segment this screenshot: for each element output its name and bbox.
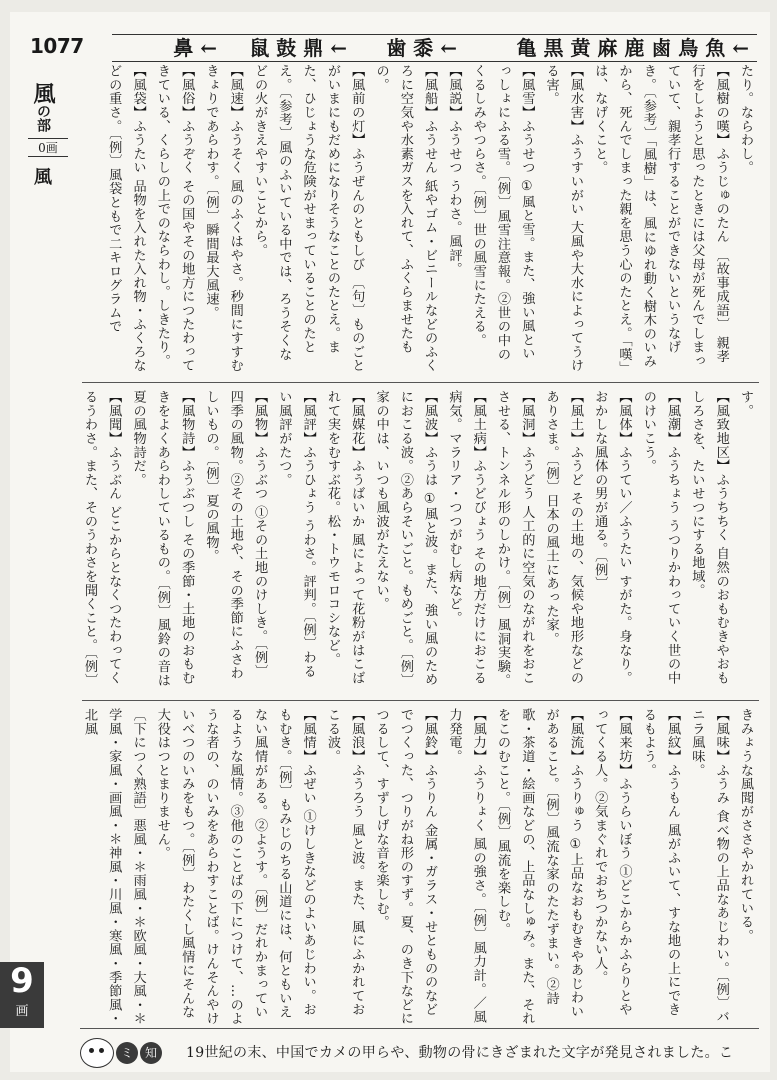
entry-text: 【風樹の嘆】ふうじゅのたん 〔故事成語〕 親孝行をしようと思ったときには父母が死んでしまっていて、親孝行することができないというなげき。〔参考〕「風樹」は、風にゆれ動く樹木のいみから、死んでしまった親を思う心のたとえ。「嘆」は、なげくこと。: [592, 64, 729, 369]
entry-text: 【風袋】ふうたい 品物を入れた入れ物・ふくろなどの重さ。〔例〕風袋ともで二キログラムで: [106, 64, 146, 373]
entry-text: 【風俗】ふうぞく その国やその地方につたわってきている、くらしの上でのならわし。しきたり。: [154, 64, 195, 373]
stroke-count-label: 0画: [28, 138, 68, 157]
trivia-text: 19世紀の末、中国でカメの甲らや、動物の骨にきざまれた文字が発見されました。こ: [186, 1045, 734, 1061]
entry-text: 【風味】ふうみ 食べ物の上品なあじわい。〔例〕バニラ風味。: [689, 708, 729, 1024]
entry-text: 【風力】ふうりょく 風の強さ。〔例〕風力計。／風力発電。: [446, 708, 486, 1024]
radical-suffix: の部: [35, 104, 51, 132]
entry-text: 【風鈴】ふうりん 金属・ガラス・せともののなどでつくった、つりがね形のすず。夏、のき下などにつるして、すずしげな音を楽しむ。: [373, 708, 438, 1026]
entry-text: 【風情】ふぜい ①けしきなどのよいあじわい。おもむき。〔例〕もみじのちる山道には、何ともいえない風情がある。②ようす。〔例〕だれかまっているような風情。③他のことばの下につけて、…のような者の、のいみをあらわすことば。けんそんやけいべつのいみをもつ。〔例〕わたくし風情にそんな大役はつとまりません。: [154, 708, 316, 1026]
entry-text: 【風前の灯】ふうぜんのともしび 〔句〕ものごとがいまにもだめになりそうなことのたとえ。また、ひじょうな危険がせまっていることのたとえ。〔参考〕風のふいている中では、ろうそくなどの火がきえやすいことから。: [252, 64, 365, 373]
band-divider: [82, 382, 759, 383]
page-number: 1077: [30, 34, 84, 58]
kanji-index-group[interactable]: 鼠 鼓 鼎 ←: [249, 36, 347, 60]
entry-text: きみょうな風聞がささやかれている。: [738, 708, 753, 943]
entry-band-bottom: [81, 708, 757, 1026]
radical-title: [28, 82, 59, 132]
trivia-footer: [80, 1034, 760, 1074]
entry-text: 【風来坊】ふうらいぼう ①どこからかふらりとやってくる人。②気まぐれでおちつかない人。: [592, 708, 632, 1017]
entry-text: 【風致地区】ふうちちく 自然のおもむきやおもしろさを、たいせつにする地域。: [689, 390, 729, 685]
stroke-count-tab[interactable]: [0, 962, 44, 1028]
entry-text: 【風土病】ふうどびょう その地方だけにおこる病気。マラリア・つつがむし病など。: [446, 390, 486, 685]
band-divider: [82, 700, 759, 701]
entry-text: 【風雪】ふうせつ ①風と雪。また、強い風といっしょにふる雪。〔例〕風雪注意報。②世の中のくるしみやつらさ。〔例〕世の風雪にたえる。: [470, 64, 535, 361]
mascot-label: ミ: [116, 1042, 138, 1064]
entry-text: 【風体】ふうてい／ふうたい すがた。身なり。おかしな風体の男が通る。〔例〕: [592, 390, 632, 685]
entry-band-top: [100, 64, 757, 374]
entry-text: 【風説】ふうせつ うわさ。風評。: [446, 64, 462, 276]
entry-text: 【風船】ふうせん 紙やゴム・ビニールなどのふくろに空気や水素ガスを入れて、ふくらませたもの。: [373, 64, 438, 373]
entry-text: たり。ならわし。: [738, 64, 753, 175]
kanji-index-group[interactable]: 鼻 ←: [173, 36, 217, 60]
entry-text: 【風物詩】ふうぶつし その季節・土地のおもむきをよくあらわしているもの。〔例〕風鈴の音は夏の風物詩だ。: [130, 390, 195, 687]
entry-text: 【風媒花】ふうばいか 風によって花粉がはこばれて実をむすぶ花。松・トウモロコシなど。: [324, 390, 365, 685]
entry-text: 【風紋】ふうもん 風がふいて、すな地の上にできるもよう。: [640, 708, 681, 1017]
entry-text: 【風速】ふうそく 風のふくはやさ。秒間にすすむきょりであらわす。〔例〕瞬間最大風速。: [203, 64, 243, 373]
radical-kanji: 風: [30, 82, 56, 104]
entry-text: 【風水害】ふうすいがい 大風や大水によってうける害。: [543, 64, 583, 373]
entry-text: 【風物】ふうぶつ ①その土地のけしき。〔例〕四季の風物。②その土地や、その季節にふさわしいもの。〔例〕夏の風物。: [203, 390, 268, 680]
entry-text: 【風流】ふうりゅう ①上品なおもむきやあじわいがあること。〔例〕風流な家のたたずまい。②詩歌・茶道・絵画などの、上品なしゅみ。また、それをこのむこと。〔例〕風流を楽しむ。: [495, 708, 583, 1026]
entry-text: 【風土】ふうど その土地の、気候や地形などのありさま。〔例〕日本の風土にあった家。: [543, 390, 583, 685]
entry-text: 【風波】ふうは ①風と波。また、強い風のためにおこる波。②あらそいごと。もめごと。〔例〕家の中は、いつも風波がたえない。: [373, 390, 438, 687]
entry-band-middle: [81, 390, 757, 690]
entry-text: 【風浪】ふうろう 風と波。また、風にふかれておこる波。: [324, 708, 365, 1017]
mascot-icon: [80, 1034, 180, 1070]
kanji-index-group[interactable]: 亀 黒 黄 麻 鹿 鹵 鳥 魚 ←: [516, 36, 749, 60]
related-terms: 〔下につく熟語〕悪風・＊雨風・＊欧風・大風・＊学風・家風・画風・＊神風・川風・寒風・季節風・北風: [81, 708, 146, 1026]
kanji-index-bar: [112, 34, 757, 62]
mascot-label: 知: [140, 1042, 162, 1064]
mascot-face-icon: [80, 1038, 114, 1068]
stroke-count-number: 9: [10, 961, 34, 1001]
entry-text: す。: [738, 390, 753, 418]
entry-text: 【風聞】ふうぶん どこからとなくつたわってくるうわさ。また、そのうわさを聞くこと。〔例〕: [81, 390, 122, 687]
kanji-index-group[interactable]: 歯 黍 ←: [386, 36, 457, 60]
entry-text: 【風評】ふうひょう うわさ。評判。〔例〕わるい風評がたつ。: [276, 390, 316, 678]
footer-divider: [80, 1028, 759, 1029]
entry-text: 【風洞】ふうどう 人工的に空気のながれをおこさせる、トンネル形のしかけ。〔例〕風洞実験。: [495, 390, 535, 687]
stroke-count-unit: 画: [15, 1004, 29, 1019]
entry-kanji: 風: [34, 167, 52, 188]
radical-heading: [28, 82, 78, 189]
entry-text: 【風潮】ふうちょう うつりかわっていく世の中のけいこう。: [640, 390, 681, 685]
